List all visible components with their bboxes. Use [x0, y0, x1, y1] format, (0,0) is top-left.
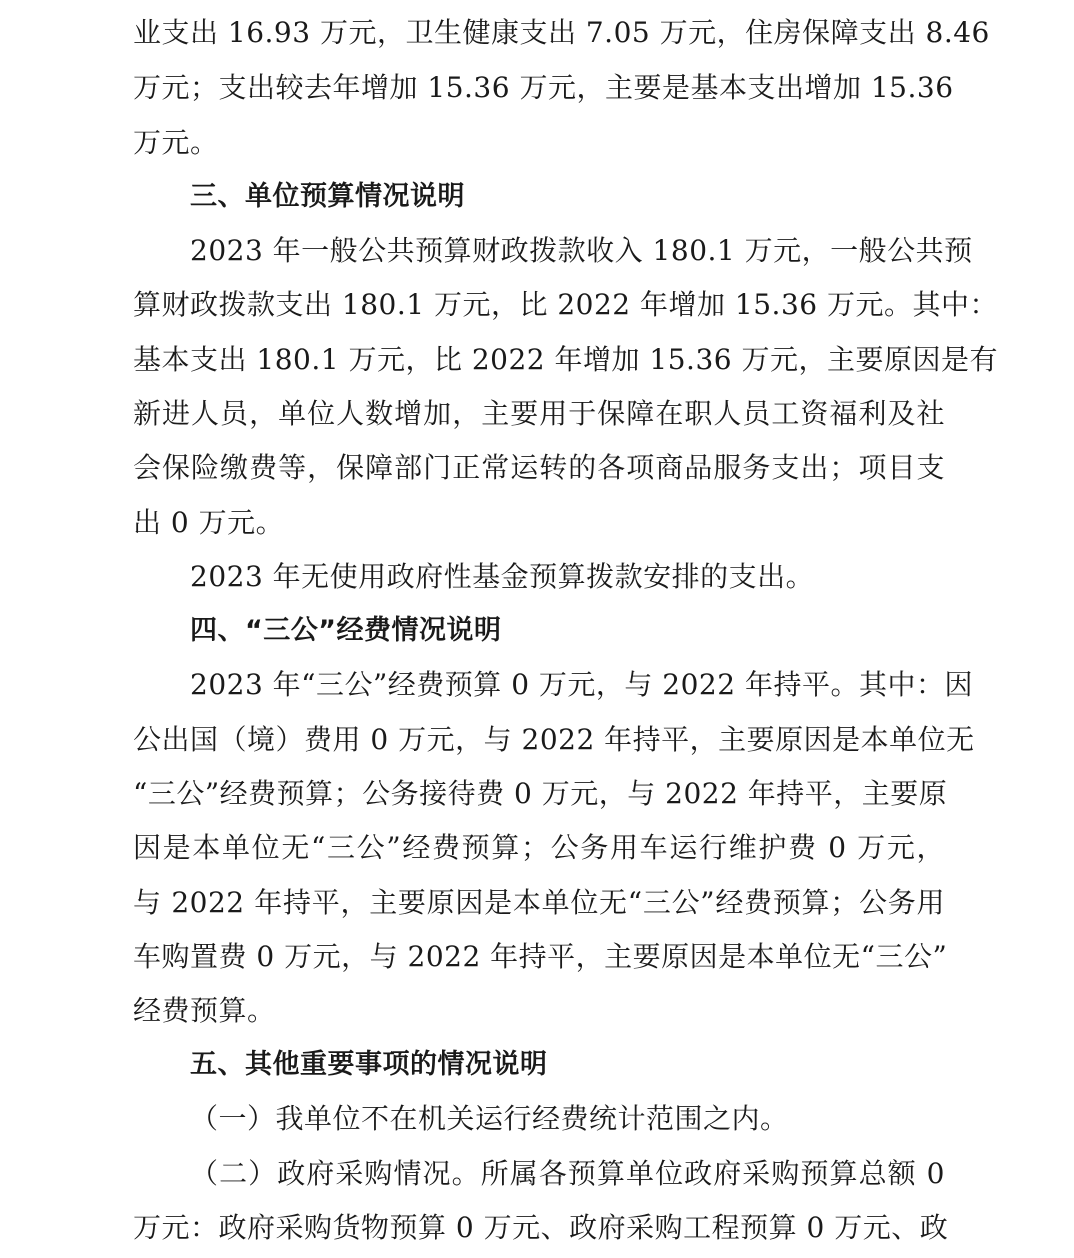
body-text-line: 2023 年一般公共预算财政拨款收入 180.1 万元，一般公共预 [190, 234, 973, 267]
body-text-line: 与 2022 年持平，主要原因是本单位无“三公”经费预算；公务用 [133, 886, 945, 919]
body-text-line: 公出国（境）费用 0 万元，与 2022 年持平，主要原因是本单位无 [133, 723, 975, 756]
section-heading-3: 三、单位预算情况说明 [190, 181, 465, 212]
body-text-line: 业支出 16.93 万元，卫生健康支出 7.05 万元，住房保障支出 8.46 [133, 16, 990, 49]
body-text-line: “三公”经费预算；公务接待费 0 万元，与 2022 年持平，主要原 [133, 777, 948, 810]
body-text-line: 基本支出 180.1 万元，比 2022 年增加 15.36 万元，主要原因是有 [133, 343, 998, 376]
section-heading-4: 四、“三公”经费情况说明 [190, 615, 502, 646]
body-text-line: 万元；支出较去年增加 15.36 万元，主要是基本支出增加 15.36 [133, 71, 954, 104]
body-text-line: 经费预算。 [133, 994, 276, 1027]
body-text-line: 车购置费 0 万元，与 2022 年持平，主要原因是本单位无“三公” [133, 940, 948, 973]
body-text-line: （二）政府采购情况。所属各预算单位政府采购预算总额 0 [190, 1157, 945, 1190]
body-text-line: 万元：政府采购货物预算 0 万元、政府采购工程预算 0 万元、政 [133, 1211, 949, 1244]
body-text-line: 算财政拨款支出 180.1 万元，比 2022 年增加 15.36 万元。其中： [133, 288, 998, 321]
section-heading-5: 五、其他重要事项的情况说明 [190, 1049, 548, 1080]
body-text-line: 万元。 [133, 126, 219, 159]
body-text-line: 会保险缴费等，保障部门正常运转的各项商品服务支出；项目支 [133, 451, 945, 484]
body-text-line: 新进人员，单位人数增加，主要用于保障在职人员工资福利及社 [133, 397, 945, 430]
body-text-line: 2023 年无使用政府性基金预算拨款安排的支出。 [190, 560, 815, 593]
body-text-line: 2023 年“三公”经费预算 0 万元，与 2022 年持平。其中：因 [190, 668, 973, 701]
body-text-line: （一）我单位不在机关运行经费统计范围之内。 [190, 1102, 789, 1135]
body-text-line: 因是本单位无“三公”经费预算；公务用车运行维护费 0 万元， [133, 831, 945, 864]
body-text-line: 出 0 万元。 [133, 506, 285, 539]
